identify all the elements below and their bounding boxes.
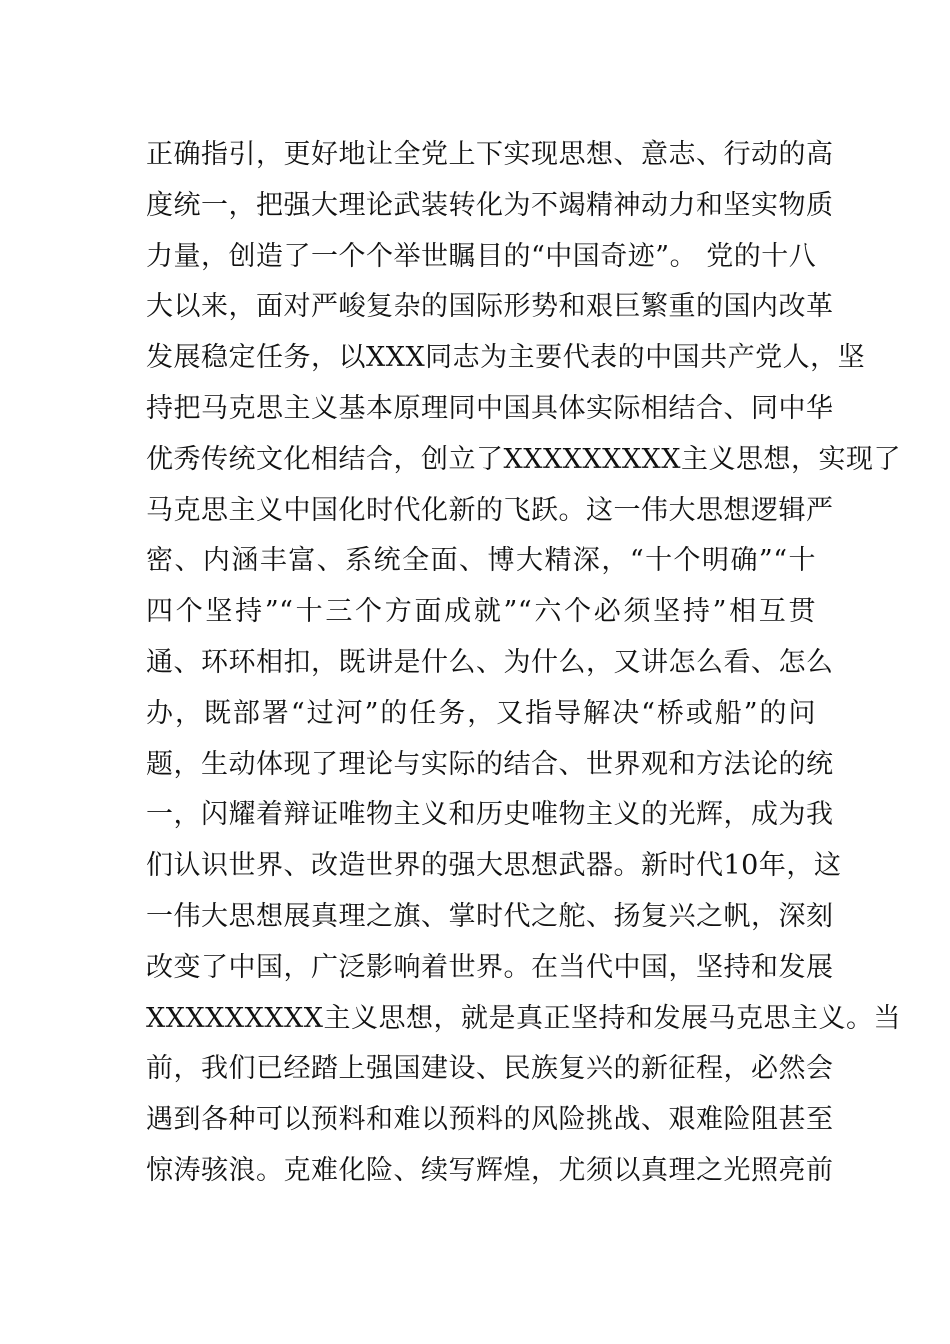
text-line: 一，闪耀着辩证唯物主义和历史唯物主义的光辉，成为我 (146, 799, 834, 831)
text-line: 力量，创造了一个个举世瞩目的“中国奇迹”。 党的十八 (146, 240, 817, 272)
text-line: 大以来，面对严峻复杂的国际形势和艰巨繁重的国内改革 (146, 291, 834, 323)
text-line: 四个坚持”“十三个方面成就”“六个必须坚持”相互贯 (146, 596, 816, 628)
text-line: 惊涛骇浪。克难化险、续写辉煌，尤须以真理之光照亮前 (146, 1154, 834, 1186)
text-line: 前，我们已经踏上强国建设、民族复兴的新征程，必然会 (146, 1053, 834, 1085)
text-line: 发展稳定任务，以XXX同志为主要代表的中国共产党人，坚 (146, 342, 866, 374)
text-line: 优秀传统文化相结合，创立了XXXXXXXXX主义思想，实现了 (146, 443, 901, 475)
text-line: 通、环环相扣，既讲是什么、为什么，又讲怎么看、怎么 (146, 646, 834, 678)
text-line: 度统一，把强大理论武装转化为不竭精神动力和坚实物质 (146, 189, 834, 221)
text-line: 密、内涵丰富、系统全面、博大精深，“十个明确”“十 (146, 545, 816, 577)
text-line: XXXXXXXXX主义思想，就是真正坚持和发展马克思主义。当 (146, 1002, 901, 1034)
text-line: 遇到各种可以预料和难以预料的风险挑战、艰难险阻甚至 (146, 1104, 834, 1136)
text-line: 办，既部署“过河”的任务，又指导解决“桥或船”的问 (146, 697, 816, 729)
text-line: 马克思主义中国化时代化新的飞跃。这一伟大思想逻辑严 (146, 494, 834, 526)
text-line: 改变了中国，广泛影响着世界。在当代中国，坚持和发展 (146, 951, 834, 983)
text-line: 题，生动体现了理论与实际的结合、世界观和方法论的统 (146, 748, 834, 780)
body-paragraph (146, 130, 901, 1197)
text-line: 持把马克思主义基本原理同中国具体实际相结合、同中华 (146, 392, 834, 424)
text-line: 正确指引，更好地让全党上下实现思想、意志、行动的高 (146, 139, 834, 170)
text-line: 一伟大思想展真理之旗、掌时代之舵、扬复兴之帆，深刻 (146, 900, 834, 932)
text-line: 们认识世界、改造世界的强大思想武器。新时代10年，这 (146, 850, 842, 882)
